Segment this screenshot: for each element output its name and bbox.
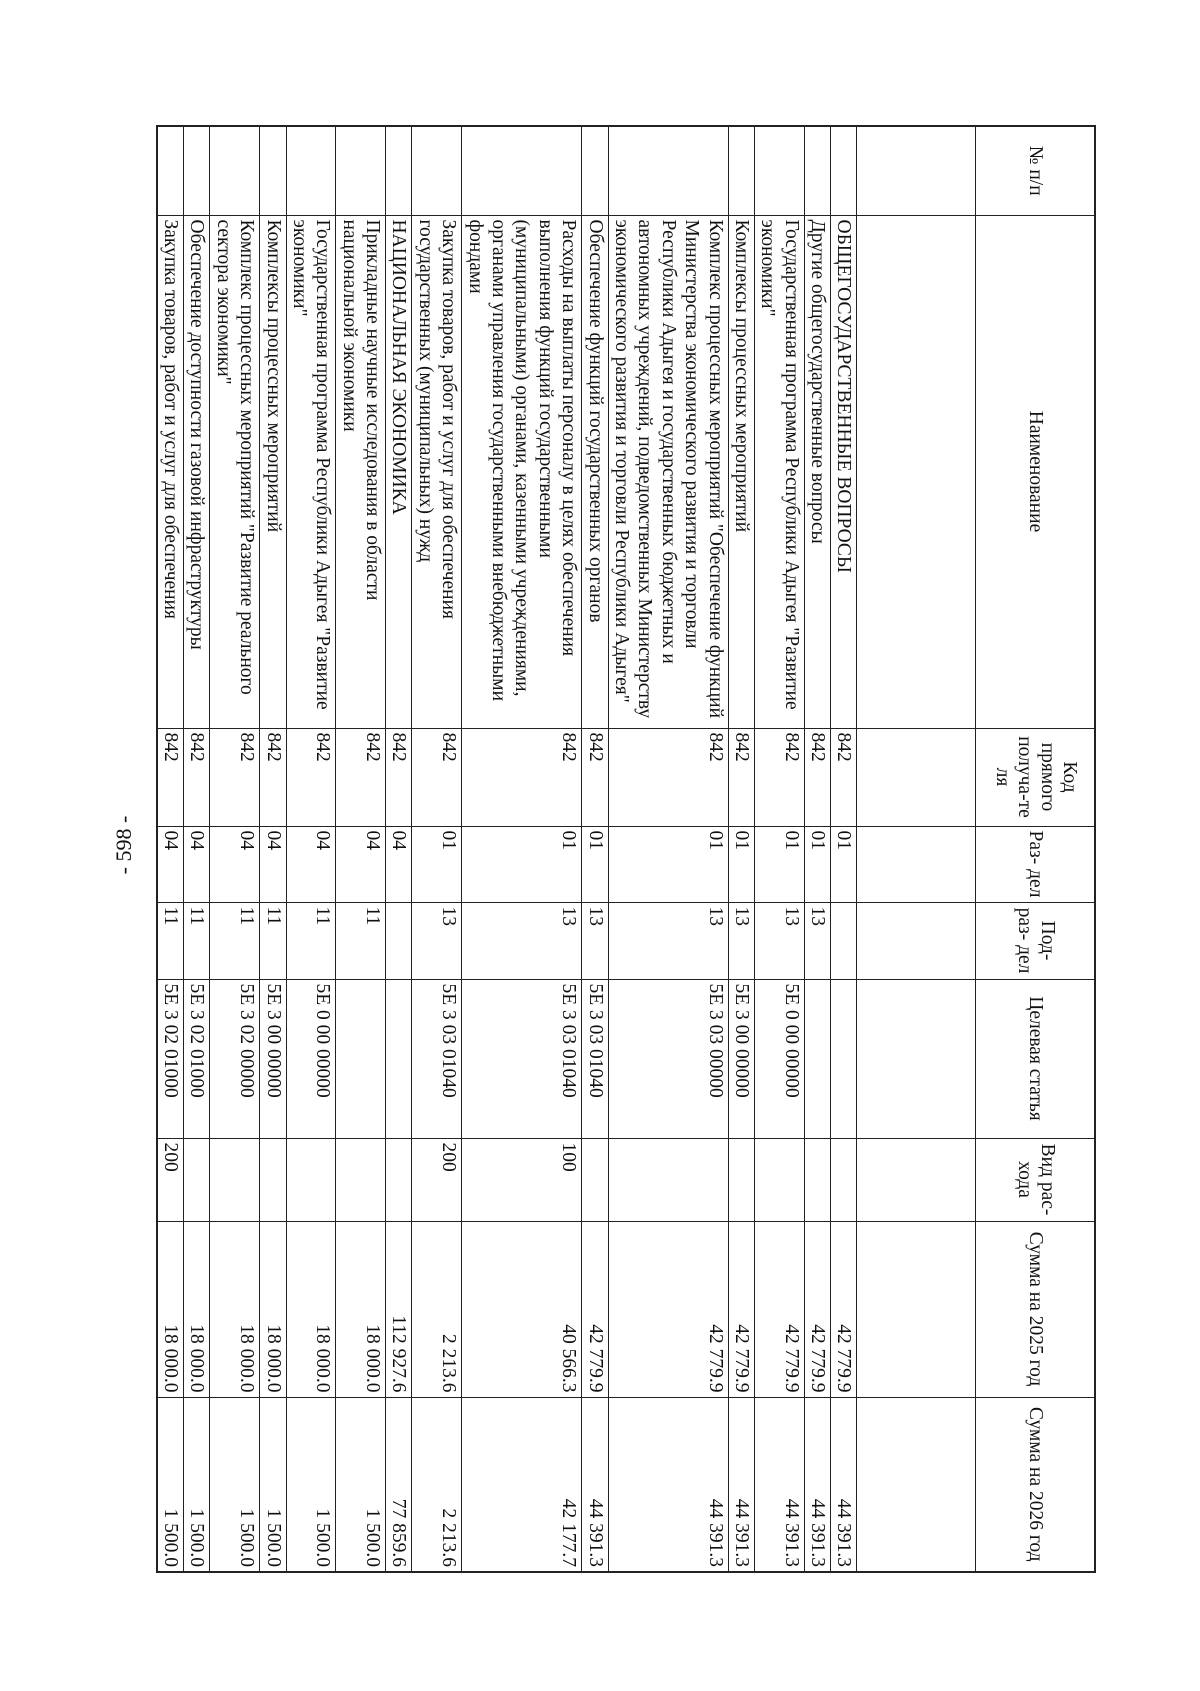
table-row <box>210 126 260 1572</box>
cell-subsection: 13 <box>582 902 608 979</box>
cell-num <box>728 126 754 215</box>
table-row <box>386 126 412 1572</box>
cell-num <box>804 126 830 215</box>
cell-recipient: 842 <box>582 728 608 826</box>
budget-table <box>156 125 1096 1573</box>
cell-section: 04 <box>157 826 184 902</box>
table-row <box>831 126 857 1572</box>
cell-subsection: 11 <box>183 902 209 979</box>
cell-subsection: 11 <box>210 902 260 979</box>
cell-sum2025: 2 213.6 <box>412 1221 462 1397</box>
cell-sum2025: 18 000.0 <box>157 1221 184 1397</box>
cell-subsection: 13 <box>462 902 582 979</box>
cell-num <box>336 126 386 215</box>
cell-recipient: 842 <box>412 728 462 826</box>
table-row <box>336 126 386 1572</box>
table-row <box>728 126 754 1572</box>
cell-num <box>386 126 412 215</box>
header-section: Раз- дел <box>976 826 1095 902</box>
cell-section: 01 <box>462 826 582 902</box>
cell-recipient: 842 <box>462 728 582 826</box>
cell-expense <box>260 1138 286 1221</box>
cell-section: 01 <box>608 826 728 902</box>
cell-sum2026: 2 213.6 <box>412 1397 462 1572</box>
cell-recipient: 842 <box>157 728 184 826</box>
cell-subsection: 11 <box>157 902 184 979</box>
table-body <box>157 126 857 1572</box>
cell-target: 5E 3 02 00000 <box>210 979 260 1138</box>
cell-name: Расходы на выплаты персоналу в целях обеспечения выполнения функций государственными (муниципальными) органами, казенными учреждениями, органами управления государственными внебюджетными фондами <box>462 215 582 728</box>
cell-subsection: 13 <box>728 902 754 979</box>
cell-target: 5E 3 03 01040 <box>462 979 582 1138</box>
cell-sum2025: 42 779.9 <box>754 1221 804 1397</box>
table-row <box>286 126 336 1572</box>
cell-expense: 200 <box>157 1138 184 1221</box>
cell-name: Комплексы процессных мероприятий <box>728 215 754 728</box>
cell-recipient: 842 <box>804 728 830 826</box>
cell-sum2025: 42 779.9 <box>582 1221 608 1397</box>
cell-name: Комплекс процессных мероприятий "Развитие реального сектора экономики" <box>210 215 260 728</box>
cell-num <box>286 126 336 215</box>
cell-target: 5E 3 02 01000 <box>183 979 209 1138</box>
cell-sum2026: 1 500.0 <box>210 1397 260 1572</box>
cell-num <box>754 126 804 215</box>
table-row <box>157 126 184 1572</box>
cell-subsection: 11 <box>336 902 386 979</box>
cell-subsection <box>831 902 857 979</box>
cell-num <box>183 126 209 215</box>
cell-num <box>412 126 462 215</box>
cell-sum2026: 1 500.0 <box>336 1397 386 1572</box>
cell-expense <box>183 1138 209 1221</box>
cell-recipient: 842 <box>183 728 209 826</box>
cell-expense <box>286 1138 336 1221</box>
table-row <box>754 126 804 1572</box>
header-name: Наименование <box>976 215 1095 728</box>
cell-name: Комплексы процессных мероприятий <box>260 215 286 728</box>
cell-subsection: 11 <box>286 902 336 979</box>
cell-subsection: 13 <box>412 902 462 979</box>
cell-sum2026: 44 391.3 <box>728 1397 754 1572</box>
cell-name: Другие общегосударственные вопросы <box>804 215 830 728</box>
cell-target <box>336 979 386 1138</box>
cell-target: 5E 3 03 00000 <box>608 979 728 1138</box>
cell-subsection: 13 <box>608 902 728 979</box>
table-row <box>462 126 582 1572</box>
cell-num <box>210 126 260 215</box>
cell-section: 01 <box>412 826 462 902</box>
cell-expense: 100 <box>462 1138 582 1221</box>
cell-section: 01 <box>582 826 608 902</box>
cell-recipient: 842 <box>260 728 286 826</box>
cell-expense <box>582 1138 608 1221</box>
header-separator <box>857 126 976 1572</box>
header-subsection: Под- раз- дел <box>976 902 1095 979</box>
cell-target <box>831 979 857 1138</box>
cell-sum2025: 18 000.0 <box>286 1221 336 1397</box>
cell-subsection: 13 <box>754 902 804 979</box>
table-row <box>260 126 286 1572</box>
cell-num <box>462 126 582 215</box>
cell-expense <box>754 1138 804 1221</box>
cell-num <box>608 126 728 215</box>
cell-name: Обеспечение функций государственных органов <box>582 215 608 728</box>
cell-name: Закупка товаров, работ и услуг для обеспечения государственных (муниципальных) нужд <box>412 215 462 728</box>
cell-num <box>260 126 286 215</box>
cell-expense <box>608 1138 728 1221</box>
cell-sum2025: 18 000.0 <box>183 1221 209 1397</box>
header-num: № п/п <box>976 126 1095 215</box>
cell-section: 01 <box>831 826 857 902</box>
table-row <box>412 126 462 1572</box>
cell-sum2025: 42 779.9 <box>728 1221 754 1397</box>
cell-sum2025: 42 779.9 <box>804 1221 830 1397</box>
cell-subsection <box>386 902 412 979</box>
rotated-page-content <box>159 125 1096 1571</box>
cell-recipient: 842 <box>210 728 260 826</box>
cell-sum2026: 44 391.3 <box>804 1397 830 1572</box>
cell-subsection: 11 <box>260 902 286 979</box>
table-header-row <box>976 126 1095 1572</box>
cell-recipient: 842 <box>831 728 857 826</box>
header-sum-2025: Сумма на 2025 год <box>976 1221 1095 1397</box>
page-number: - 598 - <box>111 815 136 875</box>
cell-sum2025: 18 000.0 <box>210 1221 260 1397</box>
cell-sum2025: 42 779.9 <box>831 1221 857 1397</box>
cell-sum2025: 40 566.3 <box>462 1221 582 1397</box>
cell-sum2026: 44 391.3 <box>831 1397 857 1572</box>
cell-expense <box>728 1138 754 1221</box>
cell-sum2025: 112 927.6 <box>386 1221 412 1397</box>
header-recipient: Код прямого получа-те ля <box>976 728 1095 826</box>
cell-sum2026: 44 391.3 <box>754 1397 804 1572</box>
cell-sum2026: 1 500.0 <box>260 1397 286 1572</box>
cell-num <box>831 126 857 215</box>
cell-sum2026: 42 177.7 <box>462 1397 582 1572</box>
cell-expense <box>210 1138 260 1221</box>
cell-target: 5E 3 00 00000 <box>728 979 754 1138</box>
header-sum-2026: Сумма на 2026 год <box>976 1397 1095 1572</box>
cell-name: Государственная программа Республики Адыгея "Развитие экономики" <box>754 215 804 728</box>
cell-recipient: 842 <box>728 728 754 826</box>
cell-section: 04 <box>286 826 336 902</box>
cell-section: 01 <box>804 826 830 902</box>
cell-section: 04 <box>386 826 412 902</box>
cell-recipient: 842 <box>286 728 336 826</box>
cell-name: Государственная программа Республики Адыгея "Развитие экономики" <box>286 215 336 728</box>
cell-expense <box>336 1138 386 1221</box>
cell-sum2025: 18 000.0 <box>336 1221 386 1397</box>
table-row <box>804 126 830 1572</box>
cell-recipient: 842 <box>754 728 804 826</box>
cell-name: ОБЩЕГОСУДАРСТВЕННЫЕ ВОПРОСЫ <box>831 215 857 728</box>
cell-num <box>582 126 608 215</box>
cell-section: 01 <box>754 826 804 902</box>
cell-sum2025: 18 000.0 <box>260 1221 286 1397</box>
cell-expense <box>386 1138 412 1221</box>
cell-sum2026: 44 391.3 <box>608 1397 728 1572</box>
cell-expense <box>804 1138 830 1221</box>
cell-target: 5E 3 03 01040 <box>412 979 462 1138</box>
cell-sum2025: 42 779.9 <box>608 1221 728 1397</box>
cell-num <box>157 126 184 215</box>
cell-name: Закупка товаров, работ и услуг для обеспечения <box>157 215 184 728</box>
cell-subsection: 13 <box>804 902 830 979</box>
cell-section: 04 <box>183 826 209 902</box>
cell-sum2026: 44 391.3 <box>582 1397 608 1572</box>
cell-target: 5E 3 00 00000 <box>260 979 286 1138</box>
cell-sum2026: 1 500.0 <box>157 1397 184 1572</box>
cell-sum2026: 1 500.0 <box>286 1397 336 1572</box>
header-target: Целевая статья <box>976 979 1095 1138</box>
cell-name: Комплекс процессных мероприятий "Обеспечение функций Министерства экономического развития и торговли Республики Адыгея и государственных бюджетных и автономных учреждений, подведомственных Министерству экономического развития и торговли Республики Адыгея" <box>608 215 728 728</box>
cell-target: 5E 3 02 01000 <box>157 979 184 1138</box>
cell-recipient: 842 <box>386 728 412 826</box>
cell-section: 01 <box>728 826 754 902</box>
cell-name: Обеспечение доступности газовой инфраструктуры <box>183 215 209 728</box>
cell-name: Прикладные научные исследования в области национальной экономики <box>336 215 386 728</box>
cell-target <box>386 979 412 1138</box>
cell-expense: 200 <box>412 1138 462 1221</box>
cell-target: 5E 3 03 01040 <box>582 979 608 1138</box>
table-row <box>582 126 608 1572</box>
cell-section: 04 <box>336 826 386 902</box>
header-expense: Вид рас- хода <box>976 1138 1095 1221</box>
cell-recipient: 842 <box>608 728 728 826</box>
cell-recipient: 842 <box>336 728 386 826</box>
cell-target: 5E 0 00 00000 <box>754 979 804 1138</box>
cell-sum2026: 77 859.6 <box>386 1397 412 1572</box>
cell-sum2026: 1 500.0 <box>183 1397 209 1572</box>
cell-name: НАЦИОНАЛЬНАЯ ЭКОНОМИКА <box>386 215 412 728</box>
cell-expense <box>831 1138 857 1221</box>
cell-target: 5E 0 00 00000 <box>286 979 336 1138</box>
cell-section: 04 <box>210 826 260 902</box>
table-row <box>183 126 209 1572</box>
cell-section: 04 <box>260 826 286 902</box>
cell-target <box>804 979 830 1138</box>
table-row <box>608 126 728 1572</box>
